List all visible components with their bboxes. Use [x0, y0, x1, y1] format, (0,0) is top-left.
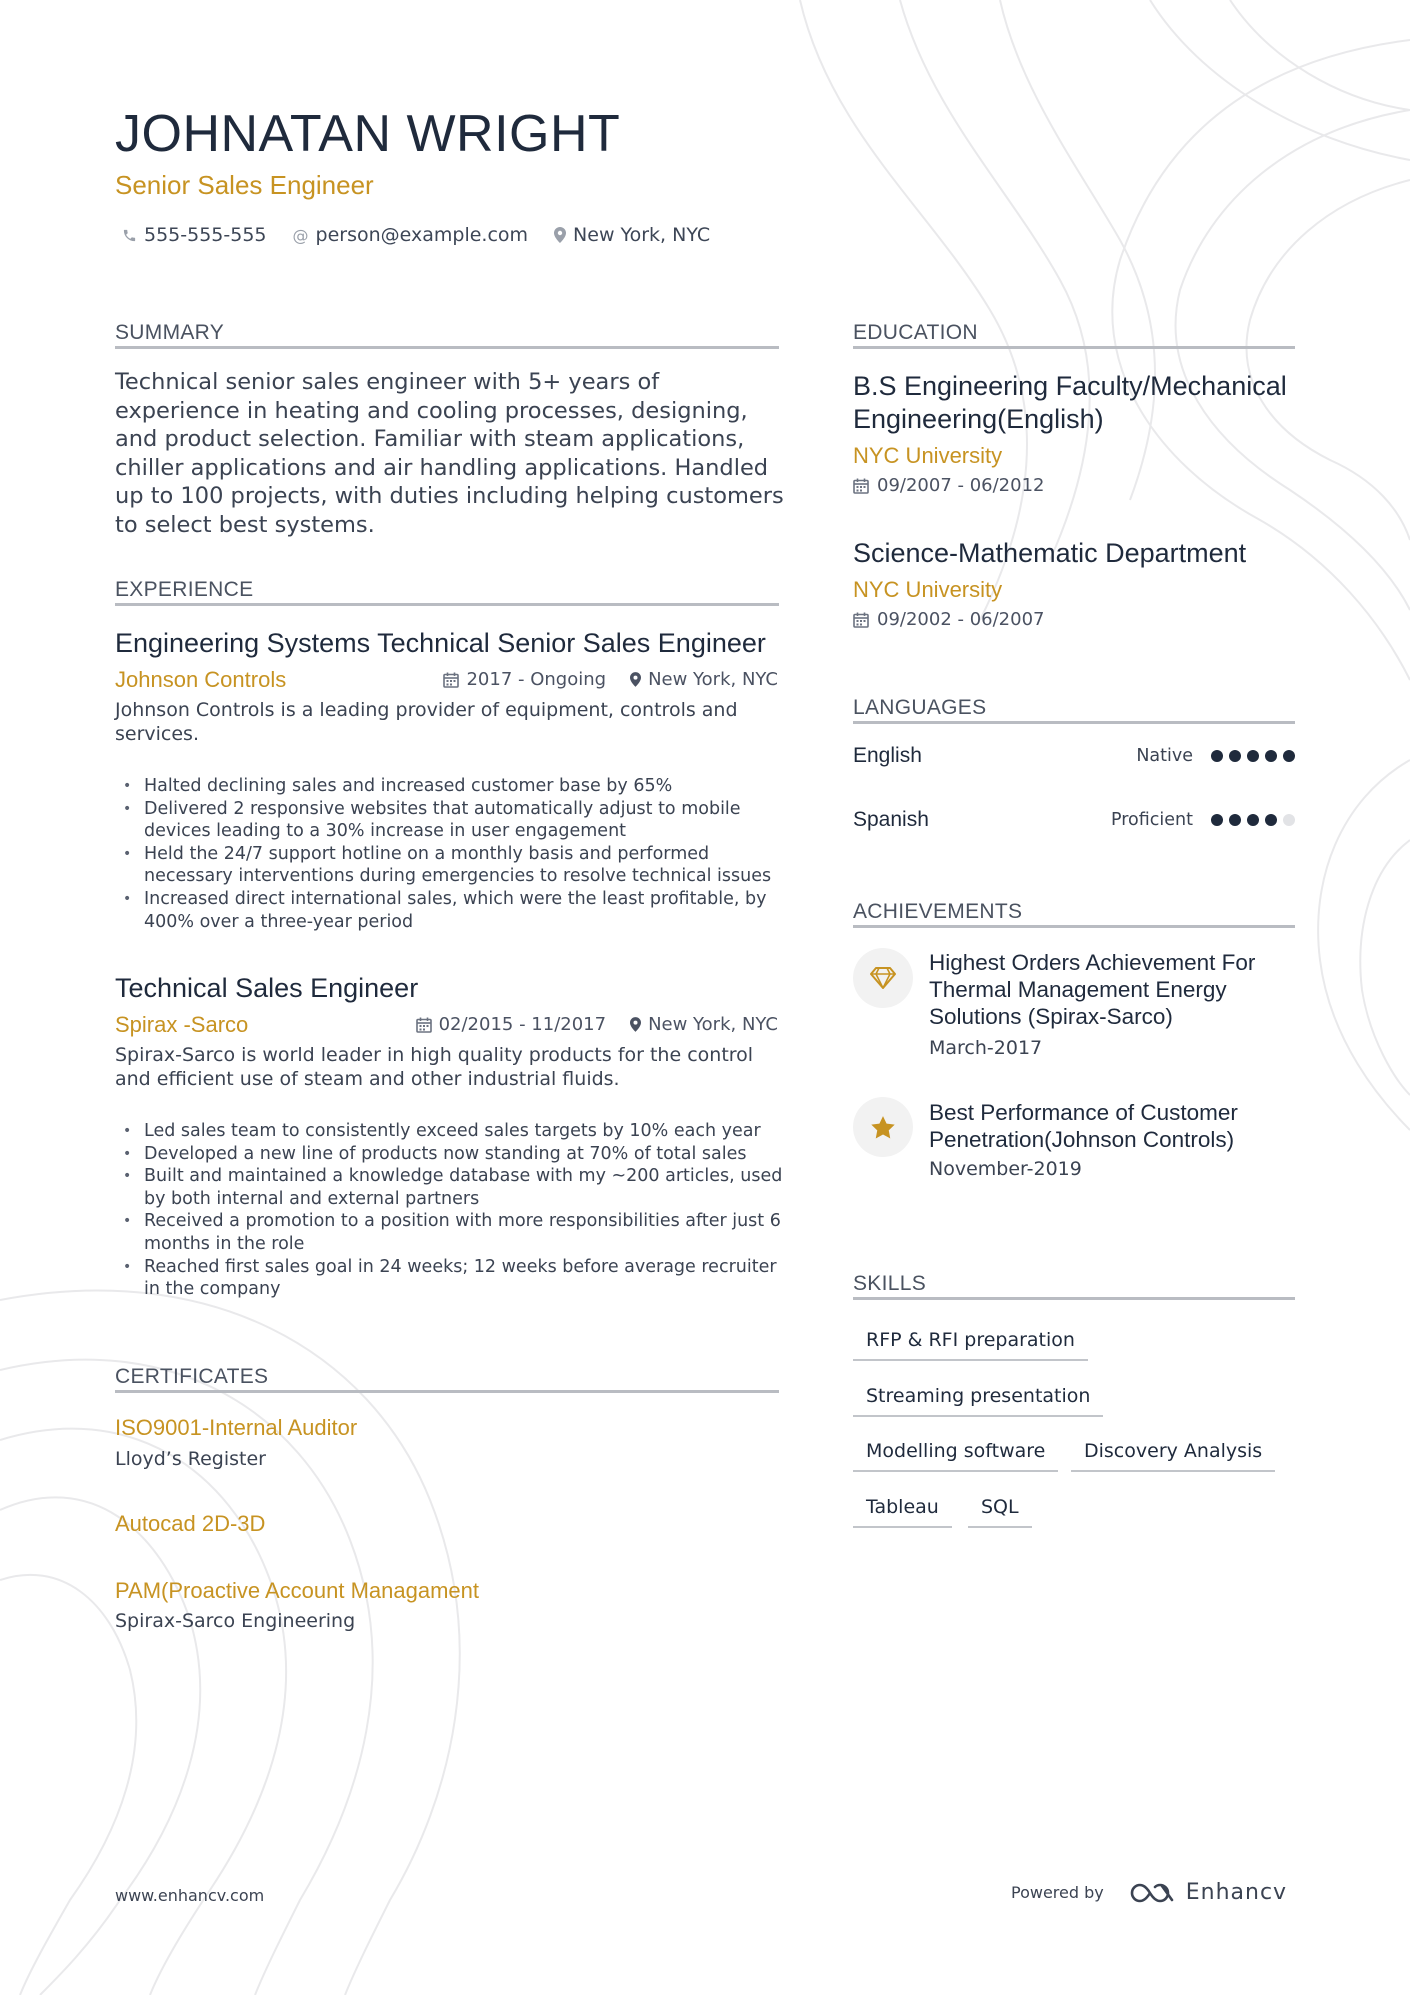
powered-by-label: Powered by — [1011, 1883, 1104, 1902]
job-meta — [443, 669, 778, 690]
location-pin-icon — [554, 227, 566, 243]
skills-divider — [853, 1297, 1295, 1300]
job-title: Technical Sales Engineer — [115, 973, 419, 1003]
skill-tag: Modelling software — [853, 1440, 1058, 1472]
list-item: • Increased direct international sales, which were the least profitable, by 400% over a three-year period — [115, 888, 787, 933]
job-location — [630, 1014, 778, 1035]
job-dates-text: 2017 - Ongoing — [466, 669, 607, 690]
list-item: • Led sales team to consistently exceed sales targets by 10% each year — [115, 1120, 787, 1143]
skill-tag: Tableau — [853, 1496, 952, 1528]
location-pin-icon — [630, 1017, 641, 1032]
phone-icon — [122, 228, 137, 243]
rating-dot-empty — [1283, 814, 1295, 826]
language-proficiency — [1111, 810, 1295, 830]
achievement-date: November-2019 — [929, 1158, 1082, 1180]
experience-divider — [115, 603, 779, 606]
job-dates — [443, 669, 606, 690]
at-sign-icon: @ — [292, 225, 309, 245]
skill-tag: SQL — [968, 1496, 1032, 1528]
achievement-title: Highest Orders Achievement For Thermal Management Energy Solutions (Spirax-Sarco) — [929, 950, 1256, 1029]
calendar-icon — [853, 612, 869, 628]
language-rating-dots — [1211, 814, 1295, 826]
summary-divider — [115, 346, 779, 349]
rating-dot-filled — [1229, 814, 1241, 826]
skill-tag: RFP & RFI preparation — [853, 1329, 1088, 1361]
job-location-text: New York, NYC — [648, 1014, 778, 1035]
language-name: English — [853, 744, 922, 767]
language-rating-dots — [1211, 750, 1295, 762]
enhancv-logo-icon — [1130, 1882, 1176, 1904]
job-achievements-list — [115, 1120, 787, 1301]
candidate-name: JOHNATAN WRIGHT — [115, 105, 621, 163]
brand-logo[interactable] — [1130, 1880, 1287, 1905]
education-divider — [853, 346, 1295, 349]
list-item: • Received a promotion to a position with more responsibilities after just 6 months in the role — [115, 1210, 787, 1255]
certificate-name: Autocad 2D-3D — [115, 1511, 266, 1536]
location-contact — [554, 224, 710, 246]
location-pin-icon — [630, 672, 641, 687]
language-proficiency — [1136, 746, 1295, 766]
rating-dot-filled — [1265, 750, 1277, 762]
education-dates — [853, 475, 1045, 496]
skills-heading: SKILLS — [853, 1272, 927, 1295]
rating-dot-filled — [1229, 750, 1241, 762]
achievement-title: Best Performance of Customer Penetration(Johnson Controls) — [929, 1100, 1238, 1152]
contact-info — [122, 224, 710, 246]
star-icon — [853, 1097, 913, 1157]
rating-dot-filled — [1247, 750, 1259, 762]
calendar-icon — [853, 478, 869, 494]
diamond-icon — [853, 948, 913, 1008]
phone-contact[interactable] — [122, 224, 267, 246]
education-school: NYC University — [853, 443, 1003, 468]
email-contact[interactable] — [293, 224, 529, 246]
job-company: Spirax -Sarco — [115, 1012, 249, 1037]
job-company: Johnson Controls — [115, 667, 287, 692]
achievements-divider — [853, 925, 1295, 928]
languages-divider — [853, 721, 1295, 724]
achievements-heading: ACHIEVEMENTS — [853, 900, 1023, 923]
skill-tag: Streaming presentation — [853, 1385, 1103, 1417]
candidate-title: Senior Sales Engineer — [115, 170, 374, 200]
job-achievements-list — [115, 775, 787, 933]
email-address: person@example.com — [315, 224, 529, 246]
certificates-divider — [115, 1390, 779, 1393]
footer-branding — [1011, 1880, 1287, 1905]
rating-dot-filled — [1247, 814, 1259, 826]
phone-number: 555-555-555 — [144, 224, 267, 246]
language-name: Spanish — [853, 808, 929, 831]
education-dates-text: 09/2002 - 06/2007 — [877, 609, 1045, 630]
language-row — [853, 808, 1295, 832]
summary-text: Technical senior sales engineer with 5+ years of experience in heating and cooling processes, designing, and product selection. Familiar with steam applications, chiller applications and air handling applications. Handled up to 100 projects, with duties including helping customers to select best systems. — [115, 369, 784, 538]
job-location-text: New York, NYC — [648, 669, 778, 690]
list-item: • Developed a new line of products now standing at 70% of total sales — [115, 1143, 787, 1166]
rating-dot-filled — [1265, 814, 1277, 826]
job-meta — [416, 1014, 778, 1035]
language-level: Native — [1136, 746, 1193, 766]
job-location — [630, 669, 778, 690]
list-item: • Held the 24/7 support hotline on a monthly basis and performed necessary interventions during emergencies to resolve technical issues — [115, 843, 787, 888]
job-dates — [416, 1014, 607, 1035]
education-school: NYC University — [853, 577, 1003, 602]
certificate-name: PAM(Proactive Account Managament — [115, 1578, 479, 1603]
language-level: Proficient — [1111, 810, 1193, 830]
location-text: New York, NYC — [573, 224, 711, 246]
list-item: • Reached first sales goal in 24 weeks; 12 weeks before average recruiter in the company — [115, 1256, 787, 1301]
languages-heading: LANGUAGES — [853, 696, 987, 719]
certificate-issuer: Lloyd’s Register — [115, 1448, 266, 1470]
summary-heading: SUMMARY — [115, 321, 225, 344]
rating-dot-filled — [1283, 750, 1295, 762]
calendar-icon — [416, 1017, 432, 1033]
job-description: Johnson Controls is a leading provider of equipment, controls and services. — [115, 699, 738, 745]
list-item: • Delivered 2 responsive websites that automatically adjust to mobile devices leading to a 30% increase in user engagement — [115, 798, 787, 843]
brand-name: Enhancv — [1185, 1880, 1288, 1905]
education-degree: Science-Mathematic Department — [853, 538, 1247, 568]
job-description: Spirax-Sarco is world leader in high quality products for the control and efficient use of steam and other industrial fluids. — [115, 1044, 754, 1090]
achievement-date: March-2017 — [929, 1037, 1043, 1059]
education-dates-text: 09/2007 - 06/2012 — [877, 475, 1045, 496]
certificates-heading: CERTIFICATES — [115, 1365, 269, 1388]
rating-dot-filled — [1211, 750, 1223, 762]
certificate-name: ISO9001-Internal Auditor — [115, 1415, 358, 1440]
job-dates-text: 02/2015 - 11/2017 — [438, 1014, 607, 1035]
skill-tag: Discovery Analysis — [1071, 1440, 1275, 1472]
footer-website-link[interactable]: www.enhancv.com — [115, 1886, 265, 1905]
education-dates — [853, 609, 1045, 630]
experience-heading: EXPERIENCE — [115, 578, 254, 601]
list-item: • Built and maintained a knowledge database with my ~200 articles, used by both internal and external partners — [115, 1165, 787, 1210]
rating-dot-filled — [1211, 814, 1223, 826]
calendar-icon — [443, 672, 459, 688]
education-degree: B.S Engineering Faculty/Mechanical Engineering(English) — [853, 371, 1287, 434]
job-title: Engineering Systems Technical Senior Sales Engineer — [115, 628, 766, 658]
language-row — [853, 744, 1295, 768]
education-heading: EDUCATION — [853, 321, 978, 344]
list-item: • Halted declining sales and increased customer base by 65% — [115, 775, 787, 798]
certificate-issuer: Spirax-Sarco Engineering — [115, 1610, 356, 1632]
